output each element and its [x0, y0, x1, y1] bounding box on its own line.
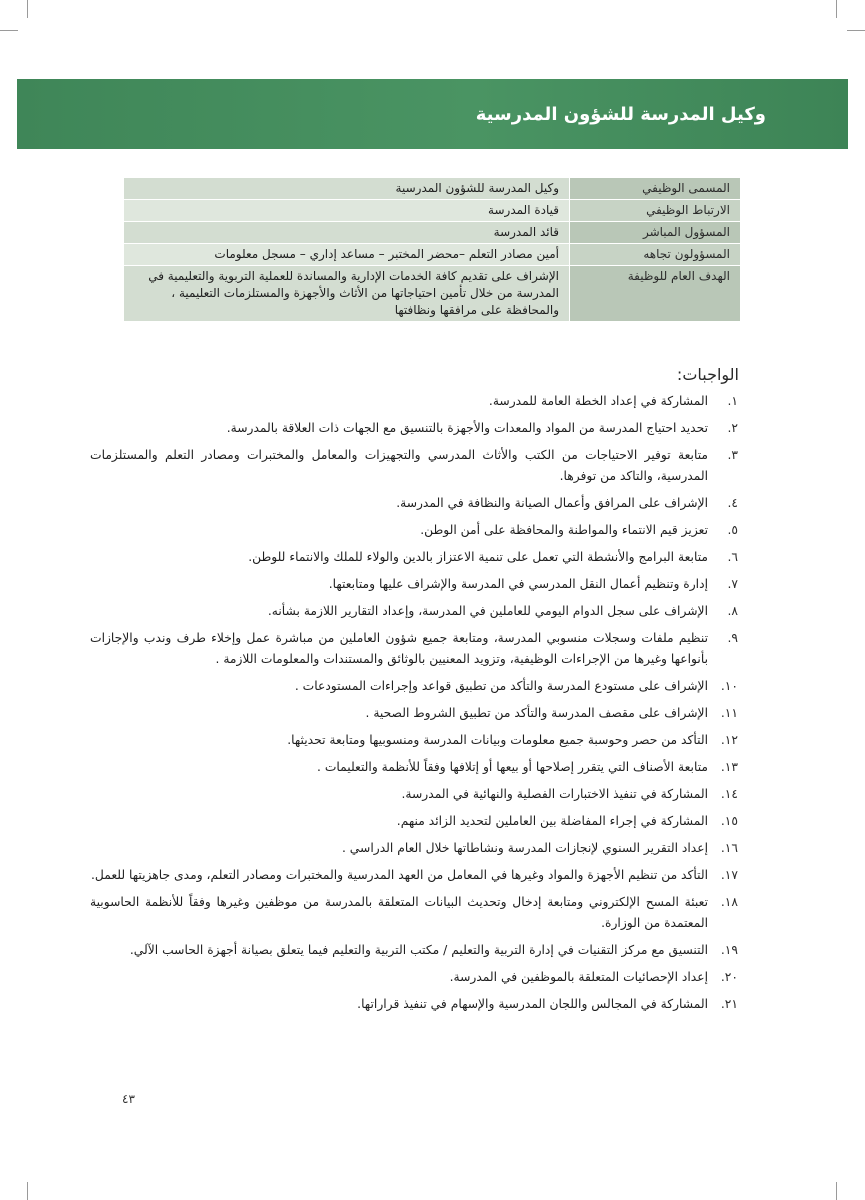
- list-item: [90, 676, 738, 697]
- item-number: ١٣.: [720, 760, 738, 774]
- list-item: [90, 784, 738, 805]
- list-item: [90, 493, 738, 514]
- list-item: [90, 994, 738, 1015]
- item-number: ١٠.: [720, 679, 738, 693]
- info-label: المسؤول المباشر: [570, 222, 741, 244]
- item-number: ١١.: [720, 706, 738, 720]
- list-item: [90, 445, 738, 487]
- item-number: ٧.: [727, 577, 738, 591]
- list-item: [90, 967, 738, 988]
- crop-mark: [27, 0, 28, 18]
- page-number: ٤٣: [122, 1092, 135, 1106]
- item-number: ١٤.: [720, 787, 738, 801]
- list-item: [90, 703, 738, 724]
- item-text: متابعة الأصناف التي يتقرر إصلاحها أو بيعها أو إتلافها وفقاً للأنظمة والتعليمات .: [317, 760, 708, 774]
- page-title: وكيل المدرسة للشؤون المدرسية: [475, 103, 766, 125]
- list-item: [90, 520, 738, 541]
- list-item: [90, 547, 738, 568]
- item-number: ٣.: [727, 448, 738, 462]
- info-row-goal: [124, 266, 740, 322]
- list-item: [90, 418, 738, 439]
- list-item: [90, 757, 738, 778]
- item-text: إعداد الإحصائيات المتعلقة بالموظفين في المدرسة.: [449, 970, 708, 984]
- info-value: أمين مصادر التعلم –محضر المختبر – مساعد إداري – مسجل معلومات: [124, 244, 570, 266]
- info-label: الهدف العام للوظيفة: [570, 266, 741, 322]
- crop-mark: [836, 0, 837, 18]
- item-text: تنظيم ملفات وسجلات منسوبي المدرسة، ومتابعة جميع شؤون العاملين من مباشرة عمل وإخلاء طرف وندب والإجازات بأنواعها وغيرها من الإجراءات الوظيفية، وتزويد المعنيين بالوثائق والمستندات والمعلومات اللازمة .: [90, 631, 708, 666]
- item-number: ١٨.: [720, 895, 738, 909]
- info-label: الارتباط الوظيفي: [570, 200, 741, 222]
- item-text: المشاركة في تنفيذ الاختبارات الفصلية والنهائية في المدرسة.: [401, 787, 708, 801]
- item-number: ٢١.: [720, 997, 738, 1011]
- info-value: وكيل المدرسة للشؤون المدرسية: [124, 178, 570, 200]
- item-number: ٩.: [727, 631, 738, 645]
- list-item: [90, 940, 738, 961]
- duties-list: [90, 391, 738, 1021]
- item-number: ١٩.: [720, 943, 738, 957]
- item-text: متابعة البرامج والأنشطة التي تعمل على تنمية الاعتزاز بالدين والولاء للملك والانتماء للوطن.: [248, 550, 708, 564]
- item-number: ١٢.: [720, 733, 738, 747]
- item-text: تعبئة المسح الإلكتروني ومتابعة إدخال وتحديث البيانات المتعلقة بالمدرسة من موظفين وغيرها وفقاً للأنظمة الحاسوبية المعتمدة من الوزارة.: [90, 895, 708, 930]
- item-number: ١٥.: [720, 814, 738, 828]
- info-label: المسؤولون تجاهه: [570, 244, 741, 266]
- info-value: قيادة المدرسة: [124, 200, 570, 222]
- item-text: تعزيز قيم الانتماء والمواطنة والمحافظة على أمن الوطن.: [420, 523, 708, 537]
- item-text: تحديد احتياج المدرسة من المواد والمعدات والأجهزة بالتنسيق مع الجهات ذات العلاقة بالمدرسة.: [226, 421, 708, 435]
- item-number: ٥.: [727, 523, 738, 537]
- header-banner: [17, 79, 848, 149]
- list-item: [90, 838, 738, 859]
- item-number: ١٧.: [720, 868, 738, 882]
- info-value: الإشراف على تقديم كافة الخدمات الإدارية والمساندة للعملية التربوية والتعليمية في المدرسة من خلال تأمين احتياجاتها من الأثاث والأجهزة والمستلزمات التعليمية ، والمحافظة على مرافقها ونظافتها: [124, 266, 570, 322]
- item-number: ٢.: [727, 421, 738, 435]
- item-text: التأكد من حصر وحوسبة جميع معلومات وبيانات المدرسة ومنسوبيها ومتابعة تحديثها.: [287, 733, 708, 747]
- item-text: المشاركة في إجراء المفاضلة بين العاملين لتحديد الزائد منهم.: [396, 814, 708, 828]
- info-label: المسمى الوظيفي: [570, 178, 741, 200]
- info-row-title: [124, 178, 740, 200]
- list-item: [90, 892, 738, 934]
- list-item: [90, 628, 738, 670]
- info-row-subordinates: [124, 244, 740, 266]
- list-item: [90, 865, 738, 886]
- item-text: الإشراف على سجل الدوام اليومي للعاملين في المدرسة، وإعداد التقارير اللازمة بشأنه.: [267, 604, 708, 618]
- item-number: ١٦.: [720, 841, 738, 855]
- item-text: الإشراف على مقصف المدرسة والتأكد من تطبيق الشروط الصحية .: [365, 706, 708, 720]
- item-text: الإشراف على مستودع المدرسة والتأكد من تطبيق قواعد وإجراءات المستودعات .: [294, 679, 708, 693]
- item-text: المشاركة في إعداد الخطة العامة للمدرسة.: [488, 394, 708, 408]
- list-item: [90, 391, 738, 412]
- info-row-affiliation: [124, 200, 740, 222]
- list-item: [90, 811, 738, 832]
- info-row-supervisor: [124, 222, 740, 244]
- list-item: [90, 574, 738, 595]
- crop-mark: [836, 1182, 837, 1200]
- info-value: قائد المدرسة: [124, 222, 570, 244]
- item-number: ٢٠.: [720, 970, 738, 984]
- item-text: إدارة وتنظيم أعمال النقل المدرسي في المدرسة والإشراف عليها ومتابعتها.: [328, 577, 708, 591]
- crop-mark: [27, 1182, 28, 1200]
- duties-heading: الواجبات:: [676, 365, 739, 384]
- item-text: التأكد من تنظيم الأجهزة والمواد وغيرها في المعامل من العهد المدرسية والمختبرات ومصادر التعلم، ومدى جاهزيتها للعمل.: [90, 868, 708, 882]
- item-text: متابعة توفير الاحتياجات من الكتب والأثاث المدرسي والتجهيزات والمعامل والمختبرات ومصادر التعلم والمستلزمات المدرسية، والتاكد من توفرها.: [90, 448, 708, 483]
- item-number: ٤.: [727, 496, 738, 510]
- item-number: ٦.: [727, 550, 738, 564]
- item-text: المشاركة في المجالس واللجان المدرسية والإسهام في تنفيذ قراراتها.: [357, 997, 708, 1011]
- list-item: [90, 730, 738, 751]
- item-number: ١.: [727, 394, 738, 408]
- job-info-table: [124, 178, 740, 322]
- crop-mark: [847, 30, 865, 31]
- item-text: إعداد التقرير السنوي لإنجازات المدرسة ونشاطاتها خلال العام الدراسي .: [341, 841, 708, 855]
- item-number: ٨.: [727, 604, 738, 618]
- item-text: الإشراف على المرافق وأعمال الصيانة والنظافة في المدرسة.: [396, 496, 708, 510]
- list-item: [90, 601, 738, 622]
- crop-mark: [0, 30, 18, 31]
- item-text: التنسيق مع مركز التقنيات في إدارة التربية والتعليم / مكتب التربية والتعليم فيما يتعلق بصيانة أجهزة الحاسب الآلي.: [129, 943, 708, 957]
